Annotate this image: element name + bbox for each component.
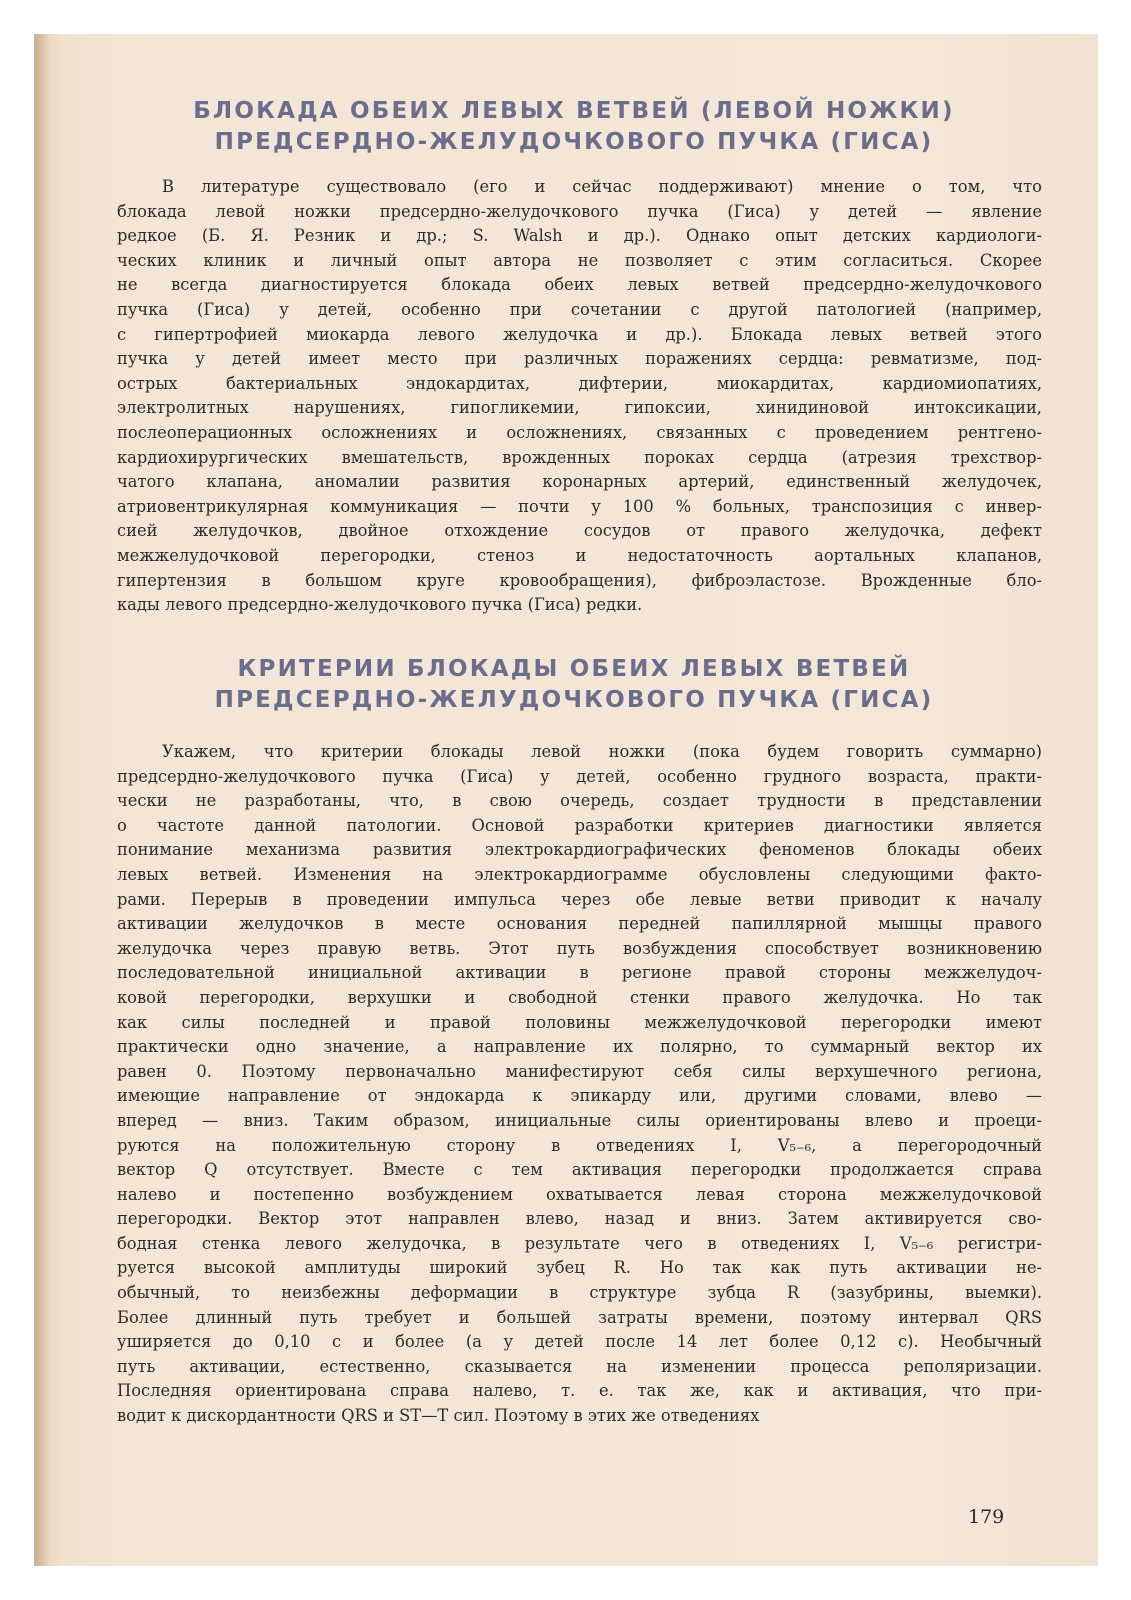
heading-line: ПРЕДСЕРДНО-ЖЕЛУДОЧКОВОГО ПУЧКА (ГИСА) — [214, 129, 934, 155]
text-line: кады левого предсердно-желудочкового пучка (Гиса) редки. — [117, 595, 643, 615]
text-line: левых ветвей. Изменения на электрокардиограмме обусловлены следующими факто- — [117, 864, 1042, 884]
text-line: Более длинный путь требует и большей затраты времени, поэтому интервал QRS — [117, 1307, 1042, 1327]
text-line: атриовентрикулярная коммуникация — почти у 100 % больных, транспозиция с инвер- — [117, 496, 1042, 516]
section-heading-criteria — [114, 654, 1034, 716]
text-line: обычный, то неизбежны деформации в структуре зубца R (зазубрины, выемки). — [117, 1283, 1042, 1303]
text-line: вектор Q отсутствует. Вместе с тем активация перегородки продолжается справа — [117, 1160, 1042, 1180]
text-line: руется высокой амплитуды широкий зубец R. Но так как путь активации не- — [117, 1258, 1042, 1278]
text-line: чатого клапана, аномалии развития коронарных артерий, единственный желудочек, — [117, 472, 1042, 492]
text-line: ческих клиник и личный опыт автора не позволяет с этим согласиться. Скорее — [117, 250, 1042, 270]
text-line: вперед — вниз. Таким образом, инициальные силы ориентированы влево и проеци- — [117, 1110, 1042, 1130]
text-line: чески не разработаны, что, в свою очередь, создает трудности в представлении — [117, 791, 1042, 811]
text-line: редкое (Б. Я. Резник и др.; S. Walsh и др.). Однако опыт детских кардиологи- — [117, 226, 1042, 246]
paragraph-intro — [117, 175, 1042, 618]
text-line: о частоте данной патологии. Основой разработки критериев диагностики является — [117, 815, 1042, 835]
text-line: В литературе существовало (его и сейчас поддерживают) мнение о том, что — [162, 177, 1042, 196]
text-line: гипертензия в большом круге кровообращения), фиброэластозе. Врожденные бло- — [117, 570, 1042, 590]
text-line: пучка (Гиса) у детей, особенно при сочетании с другой патологией (например, — [117, 299, 1042, 319]
text-line: последовательной инициальной активации в регионе правой стороны межжелудоч- — [117, 963, 1042, 983]
text-line: не всегда диагностируется блокада обеих левых ветвей предсердно-желудочкового — [117, 275, 1042, 295]
text-line: понимание механизма развития электрокардиографических феноменов блокады обеих — [117, 840, 1042, 860]
text-line: водит к дискордантности QRS и ST—T сил. Поэтому в этих же отведениях — [117, 1406, 760, 1426]
text-line: путь активации, естественно, сказывается на изменении процесса реполяризации. — [117, 1356, 1042, 1376]
text-line: активации желудочков в месте основания передней папиллярной мышцы правого — [117, 914, 1042, 934]
text-line: послеоперационных осложнениях и осложнениях, связанных с проведением рентгено- — [117, 422, 1042, 442]
text-line: ковой перегородки, верхушки и свободной стенки правого желудочка. Но так — [117, 987, 1042, 1007]
text-line: уширяется до 0,10 с и более (а у детей после 14 лет более 0,12 с). Необычный — [117, 1332, 1042, 1352]
heading-line: БЛОКАДА ОБЕИХ ЛЕВЫХ ВЕТВЕЙ (ЛЕВОЙ НОЖКИ) — [193, 98, 955, 124]
text-line: межжелудочковой перегородки, стеноз и недостаточность аортальных клапанов, — [117, 545, 1042, 565]
text-line: рами. Перерыв в проведении импульса через обе левые ветви приводит к началу — [117, 889, 1042, 909]
page-number: 179 — [968, 1506, 1005, 1528]
text-line: сией желудочков, двойное отхождение сосудов от правого желудочка, дефект — [117, 521, 1042, 541]
text-line: равен 0. Поэтому первоначально манифестируют себя силы верхушечного региона, — [117, 1061, 1042, 1081]
section-heading-blockade — [114, 96, 1034, 158]
text-line: практически одно значение, а направление их полярно, то суммарный вектор их — [117, 1037, 1042, 1057]
text-line: Последняя ориентирована справа налево, т. е. так же, как и активация, что при- — [117, 1381, 1042, 1401]
text-line: электролитных нарушениях, гипогликемии, гипоксии, хинидиновой интоксикации, — [117, 398, 1042, 418]
text-line: налево и постепенно возбуждением охватывается левая сторона межжелудочковой — [117, 1184, 1042, 1204]
page-binding-shadow — [34, 34, 50, 1566]
text-line: предсердно-желудочкового пучка (Гиса) у детей, особенно грудного возраста, практи- — [117, 766, 1042, 786]
paragraph-criteria — [117, 740, 1042, 1429]
text-line: желудочка через правую ветвь. Этот путь возбуждения способствует возникновению — [117, 938, 1042, 958]
text-line: Укажем, что критерии блокады левой ножки (пока будем говорить суммарно) — [162, 742, 1042, 761]
text-line: перегородки. Вектор этот направлен влево, назад и вниз. Затем активируется сво- — [117, 1209, 1042, 1229]
text-line: пучка у детей имеет место при различных поражениях сердца: ревматизме, под- — [117, 349, 1042, 369]
heading-line: КРИТЕРИИ БЛОКАДЫ ОБЕИХ ЛЕВЫХ ВЕТВЕЙ — [237, 656, 911, 682]
book-page — [34, 34, 1098, 1566]
text-line: с гипертрофией миокарда левого желудочка и др.). Блокада левых ветвей этого — [117, 324, 1042, 344]
text-line: имеющие направление от эндокарда к эпикарду или, другими словами, влево — — [117, 1086, 1042, 1106]
text-line: руются на положительную сторону в отведениях I, V₅₋₆, а перегородочный — [117, 1135, 1042, 1155]
heading-line: ПРЕДСЕРДНО-ЖЕЛУДОЧКОВОГО ПУЧКА (ГИСА) — [214, 687, 934, 713]
text-line: как силы последней и правой половины межжелудочковой перегородки имеют — [117, 1012, 1042, 1032]
text-line: бодная стенка левого желудочка, в результате чего в отведениях I, V₅₋₆ регистри- — [117, 1233, 1042, 1253]
text-line: кардиохирургических вмешательств, врожденных пороках сердца (атрезия трехствор- — [117, 447, 1042, 467]
text-line: острых бактериальных эндокардитах, дифтерии, миокардитах, кардиомиопатиях, — [117, 373, 1042, 393]
text-line: блокада левой ножки предсердно-желудочкового пучка (Гиса) у детей — явление — [117, 201, 1042, 221]
